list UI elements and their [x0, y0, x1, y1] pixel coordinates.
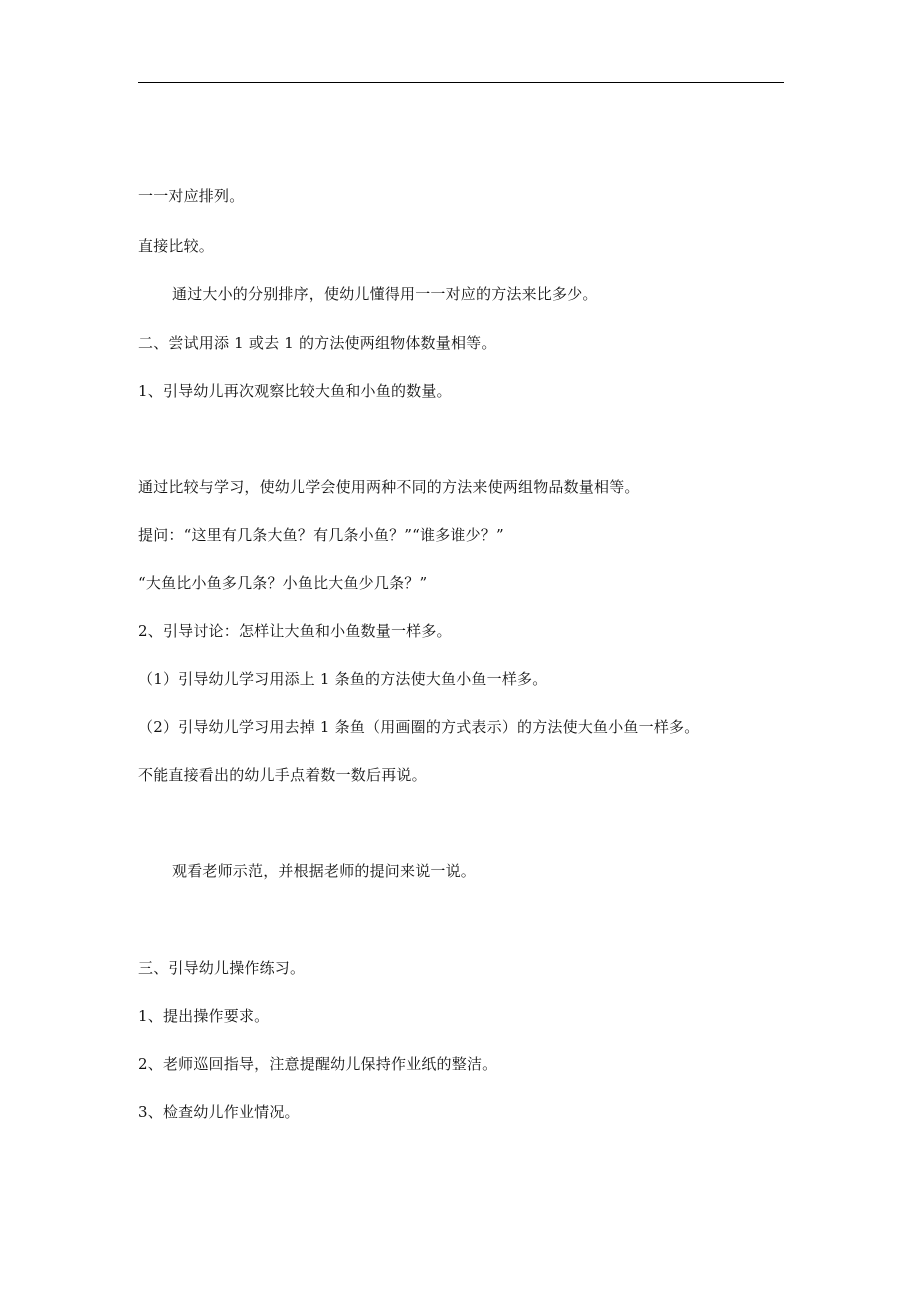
text-line: “大鱼比小鱼多几条？小鱼比大鱼少几条？”	[138, 574, 428, 592]
text-line: 1、引导幼儿再次观察比较大鱼和小鱼的数量。	[138, 382, 452, 400]
text-line: 提问：“这里有几条大鱼？有几条小鱼？”“谁多谁少？”	[138, 526, 504, 544]
text-line: 3、检查幼儿作业情况。	[138, 1103, 300, 1121]
text-line: 2、老师巡回指导，注意提醒幼儿保持作业纸的整洁。	[138, 1055, 498, 1073]
text-line: 不能直接看出的幼儿手点着数一数后再说。	[138, 766, 427, 784]
text-line: （2）引导幼儿学习用去掉 1 条鱼（用画圈的方式表示）的方法使大鱼小鱼一样多。	[138, 718, 700, 736]
text-line: 二、尝试用添 1 或去 1 的方法使两组物体数量相等。	[138, 334, 497, 352]
text-line: （1）引导幼儿学习用添上 1 条鱼的方法使大鱼小鱼一样多。	[138, 670, 548, 688]
text-line: 1、提出操作要求。	[138, 1007, 270, 1025]
text-line: 2、引导讨论：怎样让大鱼和小鱼数量一样多。	[138, 622, 452, 640]
text-line: 通过比较与学习，使幼儿学会使用两种不同的方法来使两组物品数量相等。	[138, 478, 640, 496]
text-line: 直接比较。	[138, 237, 215, 255]
text-line: 通过大小的分别排序，使幼儿懂得用一一对应的方法来比多少。	[172, 285, 598, 303]
header-rule	[138, 82, 784, 83]
text-line: 一一对应排列。	[138, 187, 245, 205]
text-line: 观看老师示范，并根据老师的提问来说一说。	[172, 862, 477, 880]
text-line: 三、引导幼儿操作练习。	[138, 959, 306, 977]
